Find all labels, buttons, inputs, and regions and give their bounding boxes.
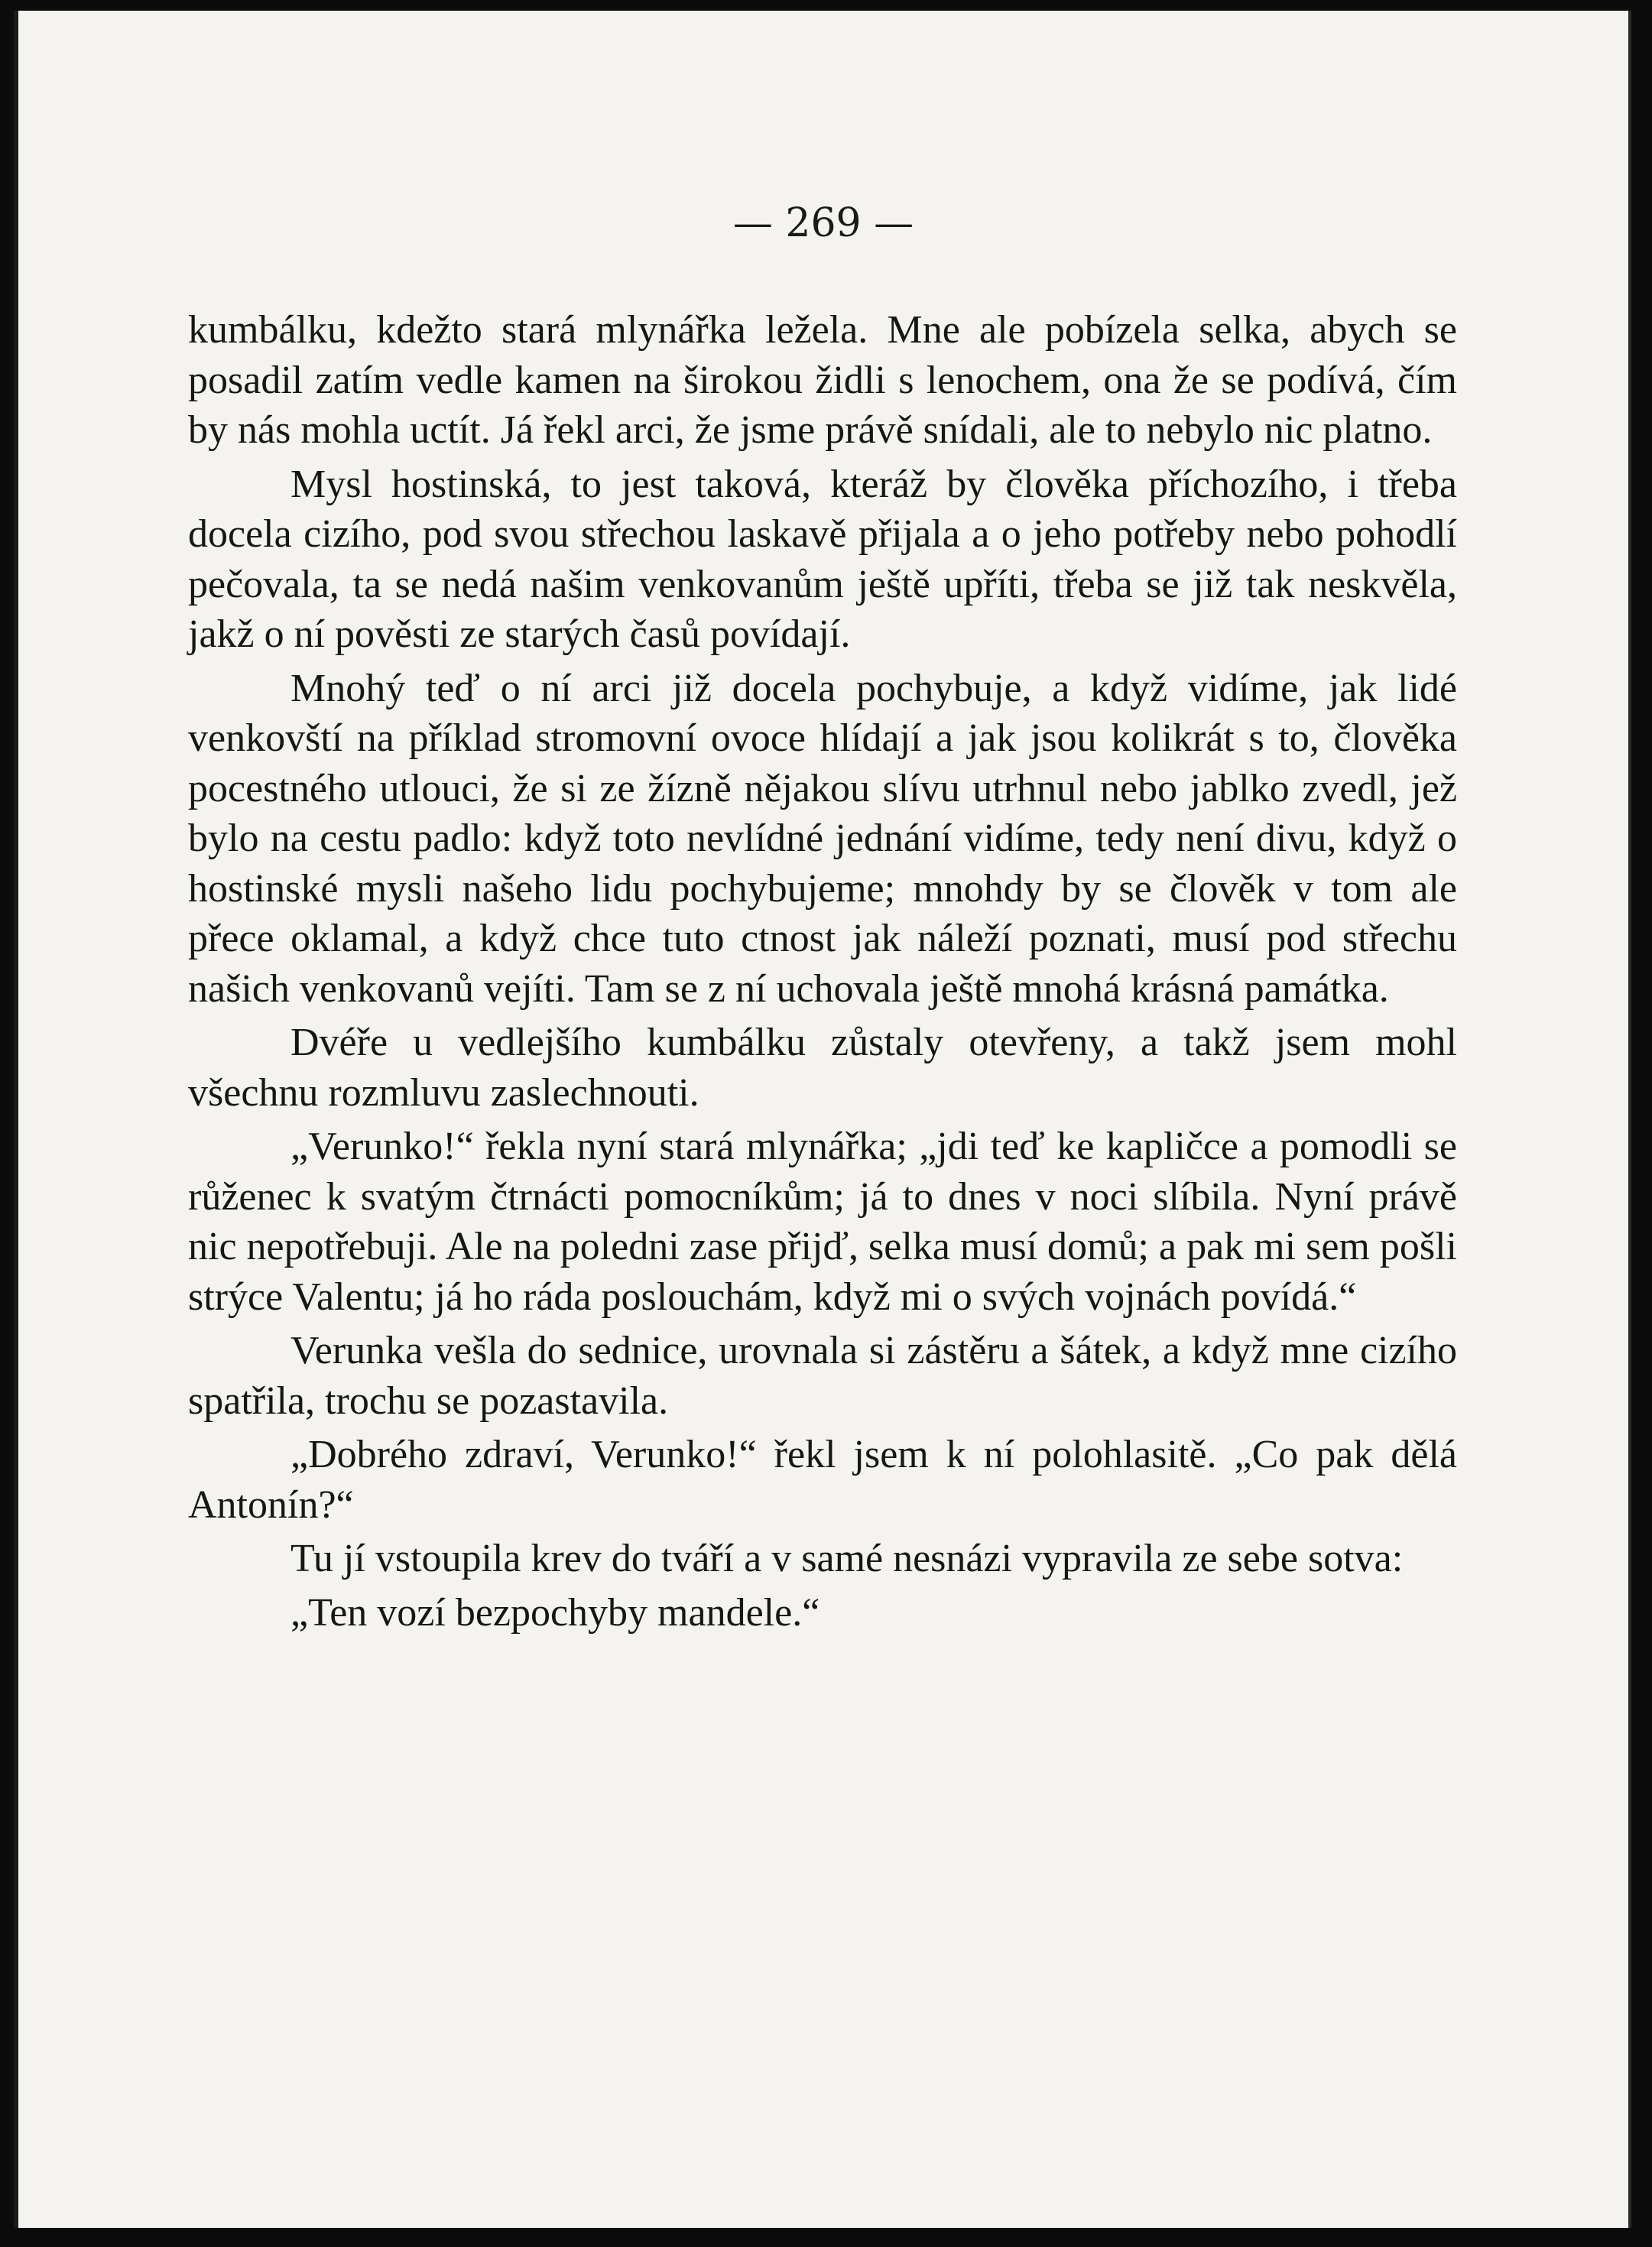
paragraph: Tu jí vstoupila krev do tváří a v samé nesnázi vypravila ze sebe sotva: — [290, 1537, 1404, 1580]
paragraph: Mnohý teď o ní arci již docela pochybuje, a když vidíme, jak lidé venkovští na příklad stromovní ovoce hlídají a jak jsou kolikrát s to, člověka pocestného utlouci, že si ze žízně nějakou slívu utrhnul nebo jablko zvedl, jež bylo na cestu padlo: když toto nevlídné jednání vidíme, tedy není divu, když o hostinské mysli našeho lidu pochybujeme; mnohdy by se člověk v tom ale přece oklamal, a když chce tuto ctnost jak náleží poznati, musí pod střechu našich venkovanů vejíti. Tam se z ní uchovala ještě mnohá krásná památka. — [188, 666, 1457, 1011]
page-number: — 269 — — [732, 200, 914, 246]
paragraph: Dvéře u vedlejšího kumbálku zůstaly otevřeny, a takž jsem mohl všechnu rozmluvu zaslechnouti. — [188, 1021, 1457, 1115]
paragraph: kumbálku, kdežto stará mlynářka ležela. Mne ale pobízela selka, abych se posadil zatím vedle kamen na širokou židli s lenochem, ona že se podívá, čím by nás mohla uctít. Já řekl arci, že jsme právě snídali, ale to nebylo nic platno. — [188, 308, 1457, 452]
paragraph: Verunka vešla do sednice, urovnala si zástěru a šátek, a když mne cizího spatřila, trochu se pozastavila. — [188, 1329, 1457, 1423]
book-page — [14, 11, 1631, 2228]
paragraph: „Ten vozí bezpochyby mandele.“ — [290, 1590, 820, 1635]
paragraph: „Dobrého zdraví, Verunko!“ řekl jsem k ní polohlasitě. „Co pak dělá Antonín?“ — [188, 1433, 1457, 1527]
paragraph: Mysl hostinská, to jest taková, kteráž by člověka příchozího, i třeba docela cizího, pod svou střechou laskavě přijala a o jeho potřeby nebo pohodlí pečovala, ta se nedá našim venkovanům ještě upříti, třeba se již tak neskvěla, jakž o ní pověsti ze starých časů povídají. — [188, 462, 1457, 656]
paragraph: „Verunko!“ řekla nyní stará mlynářka; „jdi teď ke kapličce a pomodli se růženec k svatým čtrnácti pomocníkům; já to dnes v noci slíbila. Nyní právě nic nepotřebuji. Ale na poledni zase přijď, selka musí domů; a pak mi sem pošli strýce Valentu; já ho ráda poslouchám, když mi o svých vojnách povídá.“ — [188, 1125, 1457, 1319]
body-text — [188, 305, 1457, 1638]
